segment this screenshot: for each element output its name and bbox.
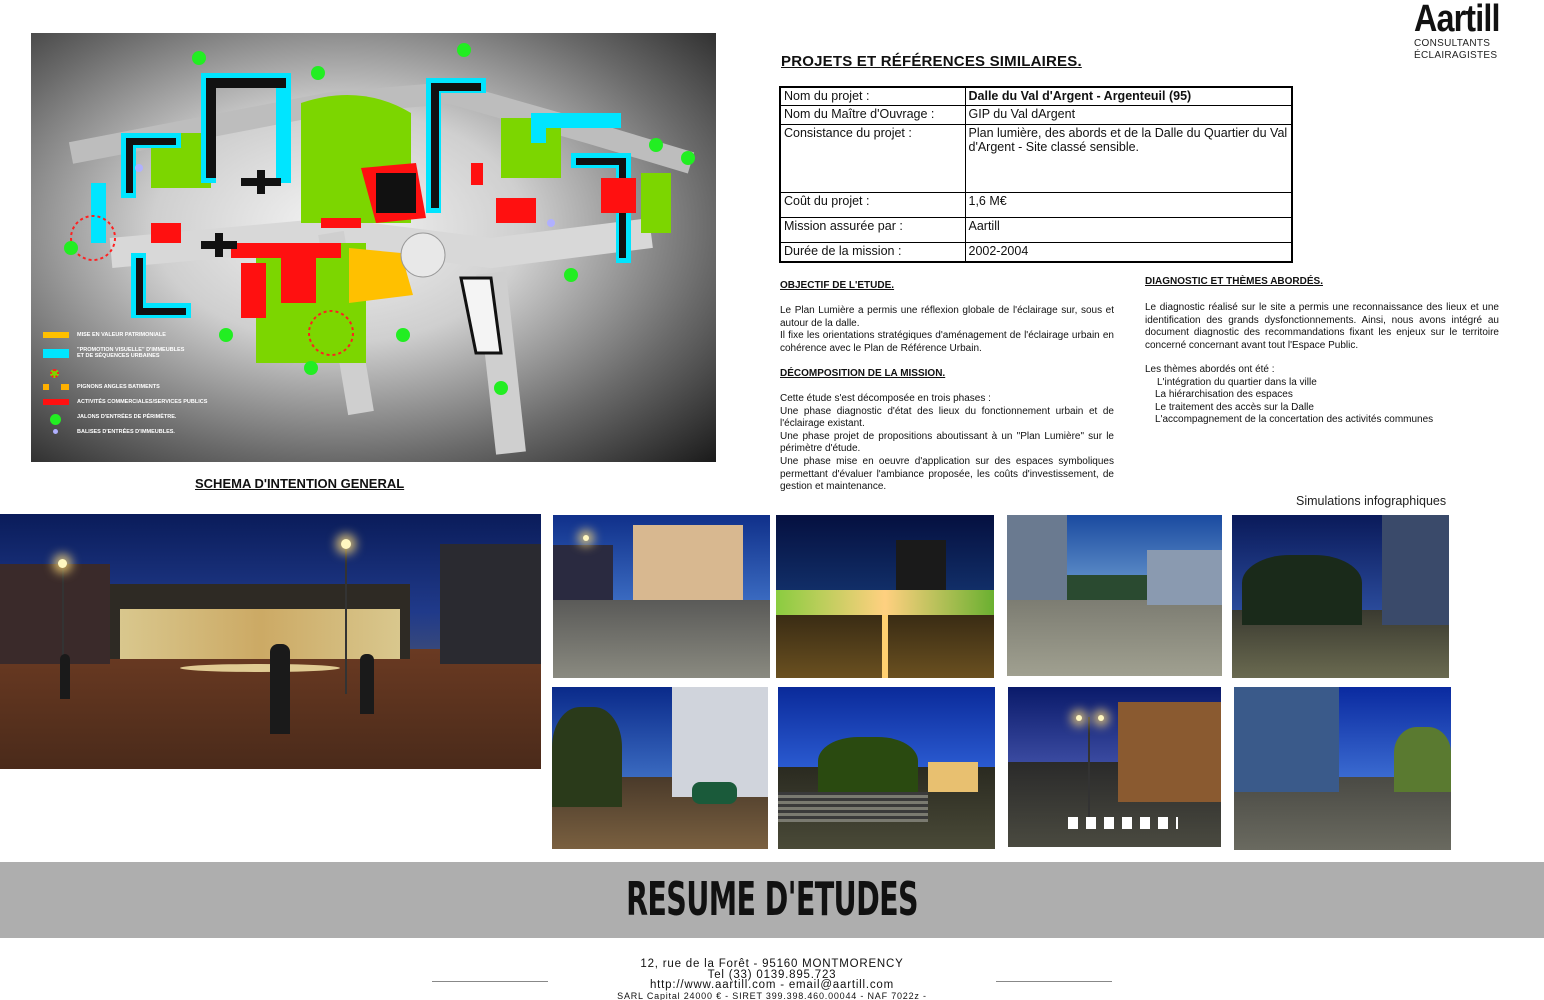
legend-item: ACTIVITÉS COMMERCIALES/SERVICES PUBLICS: [43, 394, 207, 409]
table-row: Durée de la mission : 2002-2004: [780, 242, 1292, 262]
logo-wordmark: Aartill: [1414, 0, 1500, 40]
night-simulation-photo-8: [1234, 687, 1451, 850]
footer-rule-right: [996, 981, 1112, 982]
night-simulation-photo-7: [1008, 687, 1221, 847]
decomposition-title: DÉCOMPOSITION DE LA MISSION.: [780, 368, 946, 379]
legend-item: BALISES D'ENTRÉES D'IMMEUBLES.: [43, 424, 207, 439]
plan-caption: SCHEMA D'INTENTION GENERAL: [195, 476, 405, 491]
night-simulation-photo-1: [553, 515, 770, 678]
legend-item: [43, 364, 207, 379]
decomposition-text: Cette étude s'est décomposée en trois phases : Une phase diagnostic d'état des lieux du fonctionnement urbain et de l'éclairage existant. Une phase projet de propositions aboutissant à un "Plan Lumière" sur le périmètre d'étude. Une phase mise en oeuvre d'application sur des espaces symboliques permettant d'évaluer l'ambiance proposée, les coûts d'investissement, de gestion et maintenance.: [780, 393, 1114, 493]
table-row: Nom du Maître d'Ouvrage : GIP du Val dArgent: [780, 105, 1292, 124]
company-logo: [1414, 0, 1524, 62]
list-item: Le traitement des accès sur la Dalle: [1155, 401, 1314, 413]
objectif-title: OBJECTIF DE L'ETUDE.: [780, 280, 895, 291]
night-simulation-photo-main: [0, 514, 541, 769]
legend-item: MISE EN VALEUR PATRIMONIALE: [43, 327, 207, 342]
legend-item: "PROMOTION VISUELLE" D'IMMEUBLES ET DE SÉQUENCES URBAINES: [43, 342, 207, 364]
logo-subtitle-2: ÉCLAIRAGISTES: [1414, 50, 1498, 61]
table-row: Consistance du projet : Plan lumière, des abords et de la Dalle du Quartier du Val d'Argent - Site classé sensible.: [780, 124, 1292, 192]
table-row: Mission assurée par : Aartill: [780, 217, 1292, 242]
footer-phone: Tel (33) 0139.895.723: [707, 968, 837, 981]
night-simulation-photo-6: [778, 687, 995, 849]
list-item: L'accompagnement de la concertation des activités communes: [1155, 414, 1434, 426]
legend-item: JALONS D'ENTRÉES DE PÉRIMÈTRE.: [43, 409, 207, 424]
night-simulation-photo-3: [1007, 515, 1222, 676]
simulations-label: Simulations infographiques: [1296, 494, 1447, 508]
plan-legend: [43, 327, 207, 439]
section-heading: PROJETS ET RÉFÉRENCES SIMILAIRES.: [781, 53, 1082, 70]
footer-legal: SARL Capital 24000 € - SIRET 399.398.460.00044 - NAF 7022z -: [617, 990, 927, 1000]
footer-address: 12, rue de la Forêt - 95160 MONTMORENCY: [640, 958, 904, 970]
band-title: RESUME D'ETUDES: [626, 872, 918, 926]
night-simulation-photo-4: [1232, 515, 1449, 678]
footer-rule-left: [432, 981, 548, 982]
list-item: L'intégration du quartier dans la ville: [1157, 376, 1317, 388]
legend-item: PIGNONS ANGLES BATIMENTS: [43, 379, 207, 394]
themes-list: Les thèmes abordés ont été : L'intégration du quartier dans la ville La hiérarchisation des espaces Le traitement des accès sur la Dalle L'accompagnement de la concertation des activités communes: [1145, 364, 1434, 426]
list-item: La hiérarchisation des espaces: [1155, 389, 1293, 401]
night-simulation-photo-2: [776, 515, 994, 678]
diagnostic-text: Le diagnostic réalisé sur le site a permis une reconnaissance des lieux et une identification des grands dysfonctionnements. Ainsi, nous avons intégré au document diagnostic des recommandations fixant les enjeux sur le territoire concerné concernant avant tout l'Espace Public.: [1145, 302, 1499, 351]
footer: [560, 959, 984, 1000]
footer-web: http://www.aartill.com - email@aartill.com: [649, 979, 895, 991]
project-table: [779, 86, 1293, 263]
logo-subtitle-1: CONSULTANTS: [1414, 38, 1491, 49]
night-simulation-photo-5: [552, 687, 768, 849]
diagnostic-title: DIAGNOSTIC ET THÈMES ABORDÉS.: [1145, 276, 1323, 287]
table-row: Coût du projet : 1,6 M€: [780, 192, 1292, 217]
lighting-plan-map: [31, 33, 716, 462]
objectif-text: Le Plan Lumière a permis une réflexion globale de l'éclairage sur, sous et autour de la dalle. Il fixe les orientations stratégiques d'aménagement de l'éclairage urbain en cohérence avec le Plan de Référence Urbain.: [780, 305, 1114, 354]
table-row: Nom du projet : Dalle du Val d'Argent - Argenteuil (95): [780, 87, 1292, 105]
